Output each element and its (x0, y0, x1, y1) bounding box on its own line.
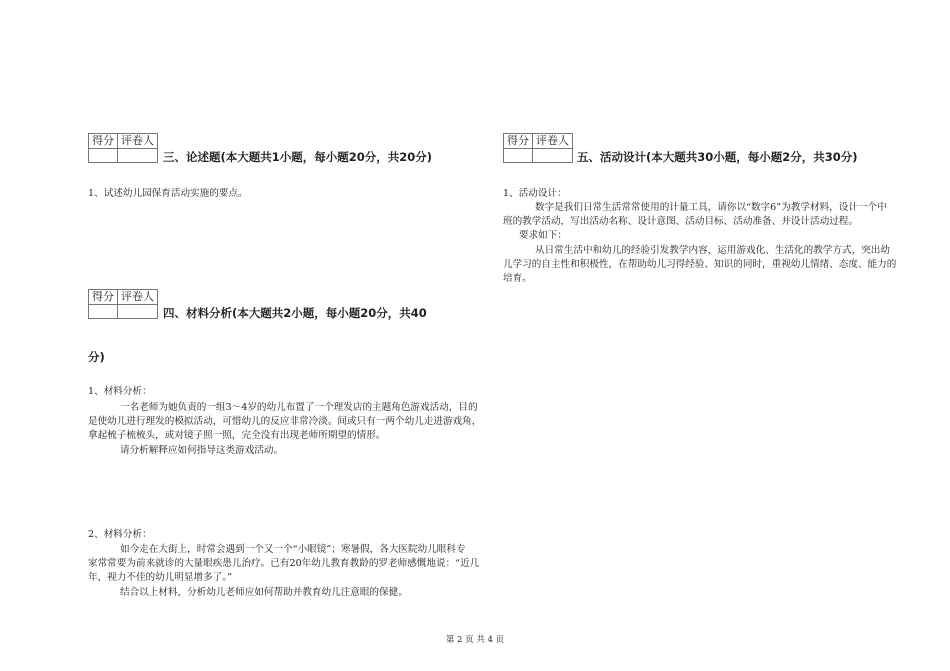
score-box-section3 (88, 133, 158, 163)
score-label: 得分 (89, 134, 118, 149)
score-box-section5 (503, 133, 573, 163)
grader-label: 评卷人 (118, 290, 158, 305)
section4-q1-line2: 是使幼儿进行理发的模拟活动，可惜幼儿的反应非常冷淡。间或只有一两个幼儿走进游戏角， (88, 416, 482, 427)
section3-title: 三、论述题(本大题共1小题，每小题20分，共20分) (163, 150, 433, 164)
section3-question1: 1、试述幼儿园保育活动实施的要点。 (88, 188, 248, 199)
section4-q2-line4: 结合以上材料，分析幼儿老师应如何帮助并教育幼儿注意眼的保健。 (120, 587, 408, 598)
section4-title-line1: 四、材料分析(本大题共2小题，每小题20分，共40 (163, 306, 427, 320)
section5-q1-line4: 从日常生活中和幼儿的经验引发教学内容，运用游戏化、生活化的教学方式，突出幼 (535, 245, 890, 256)
section4-q1-line1: 一名老师为她负责的一组3～4岁的幼儿布置了一个理发店的主题角色游戏活动，目的 (120, 402, 478, 413)
section4-q1-line4: 请分析解释应如何指导这类游戏活动。 (120, 445, 284, 456)
section5-q1-line6: 培育。 (503, 273, 532, 284)
section4-q2-line1: 如今走在大街上，时常会遇到一个又一个“小眼镜”；寒暑假，各大医院幼儿眼科专 (120, 544, 466, 555)
section4-q1-line3: 拿起梳子梳梳头，或对镜子照一照，完全没有出现老师所期望的情形。 (88, 430, 386, 441)
section4-title-line2: 分) (88, 350, 105, 364)
section4-q2-label: 2、材料分析： (88, 529, 152, 540)
score-label: 得分 (504, 134, 533, 149)
section5-q1-line2: 班的教学活动，写出活动名称、设计意图、活动目标、活动准备、并设计活动过程。 (503, 216, 858, 227)
grader-label: 评卷人 (533, 134, 573, 149)
page-number: 第 2 页 共 4 页 (445, 635, 505, 645)
section5-q1-line5: 儿学习的自主性和积极性，在帮助幼儿习得经验、知识的同时，重视幼儿情绪、态度、能力的 (503, 259, 897, 270)
section4-q2-line2: 家常常要为前来就诊的大量眼疾患儿治疗。已有20年幼儿教育教龄的罗老师感慨地说：“近几 (88, 558, 480, 569)
score-label: 得分 (89, 290, 118, 305)
section5-title: 五、活动设计(本大题共30小题，每小题2分，共30分) (577, 150, 858, 164)
score-box-section4 (88, 289, 158, 319)
section5-q1-line3: 要求如下： (519, 230, 567, 241)
grader-label: 评卷人 (118, 134, 158, 149)
section5-q1-line1: 数字是我们日常生活常常使用的计量工具，请你以“数字6”为教学材料，设计一个中 (535, 202, 887, 213)
section4-q1-label: 1、材料分析： (88, 386, 152, 397)
section4-q2-line3: 年，视力不佳的幼儿明显增多了。” (88, 572, 233, 583)
section5-q1-label: 1、活动设计： (503, 188, 567, 199)
